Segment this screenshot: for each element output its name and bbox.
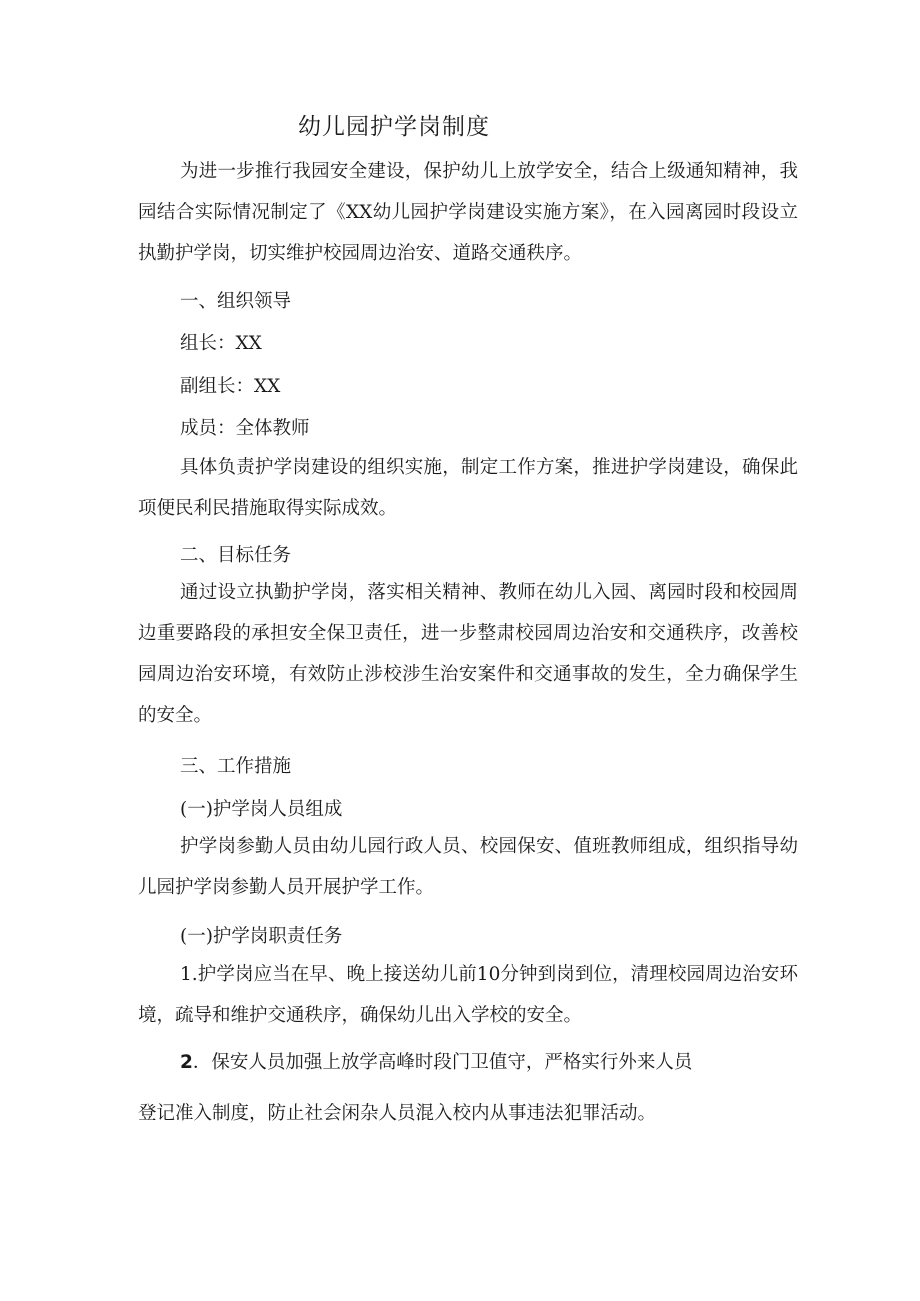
item2-first-text: ．保安人员加强上放学高峰时段门卫值守，严格实行外来人员 [192, 1052, 693, 1073]
section2-heading: 二、目标任务 [180, 545, 292, 566]
subsection1-body: 护学岗参勤人员由幼儿园行政人员、校园保安、值班教师组成，组织指导幼儿园护学岗参勤人员开展护学工作。 [138, 836, 798, 898]
members-line: 成员：全体教师 [180, 418, 310, 439]
section1-body: 具体负责护学岗建设的组织实施，制定工作方案，推进护学岗建设，确保此项便民利民措施取得实际成效。 [138, 457, 798, 519]
subsection2-heading: (一)护学岗职责任务 [180, 926, 343, 947]
section1-heading: 一、组织领导 [180, 291, 292, 312]
deputy-leader-line: 副组长：XX [180, 376, 281, 397]
item2-first-line [180, 1048, 692, 1074]
item2-number: 2 [180, 1052, 193, 1073]
section3-heading: 三、工作措施 [180, 756, 292, 777]
leader-line: 组长：XX [180, 333, 262, 354]
document-title: 幼儿园护学岗制度 [298, 114, 490, 140]
item1-paragraph: 1.护学岗应当在早、晚上接送幼儿前10分钟到岗到位，清理校园周边治安环境，疏导和维护交通秩序，确保幼儿出入学校的安全。 [138, 964, 798, 1026]
intro-paragraph: 为进一步推行我园安全建设，保护幼儿上放学安全，结合上级通知精神，我园结合实际情况制定了《XX幼儿园护学岗建设实施方案》，在入园离园时段设立执勤护学岗，切实维护校园周边治安、道路交通秩序。 [138, 161, 798, 264]
subsection1-heading: (一)护学岗人员组成 [180, 799, 343, 820]
section2-body: 通过设立执勤护学岗，落实相关精神、教师在幼儿入园、离园时段和校园周边重要路段的承担安全保卫责任，进一步整肃校园周边治安和交通秩序，改善校园周边治安环境，有效防止涉校涉生治安案件和交通事故的发生，全力确保学生的安全。 [138, 582, 798, 726]
item2-second-line: 登记准入制度，防止社会闲杂人员混入校内从事违法犯罪活动。 [138, 1103, 657, 1124]
